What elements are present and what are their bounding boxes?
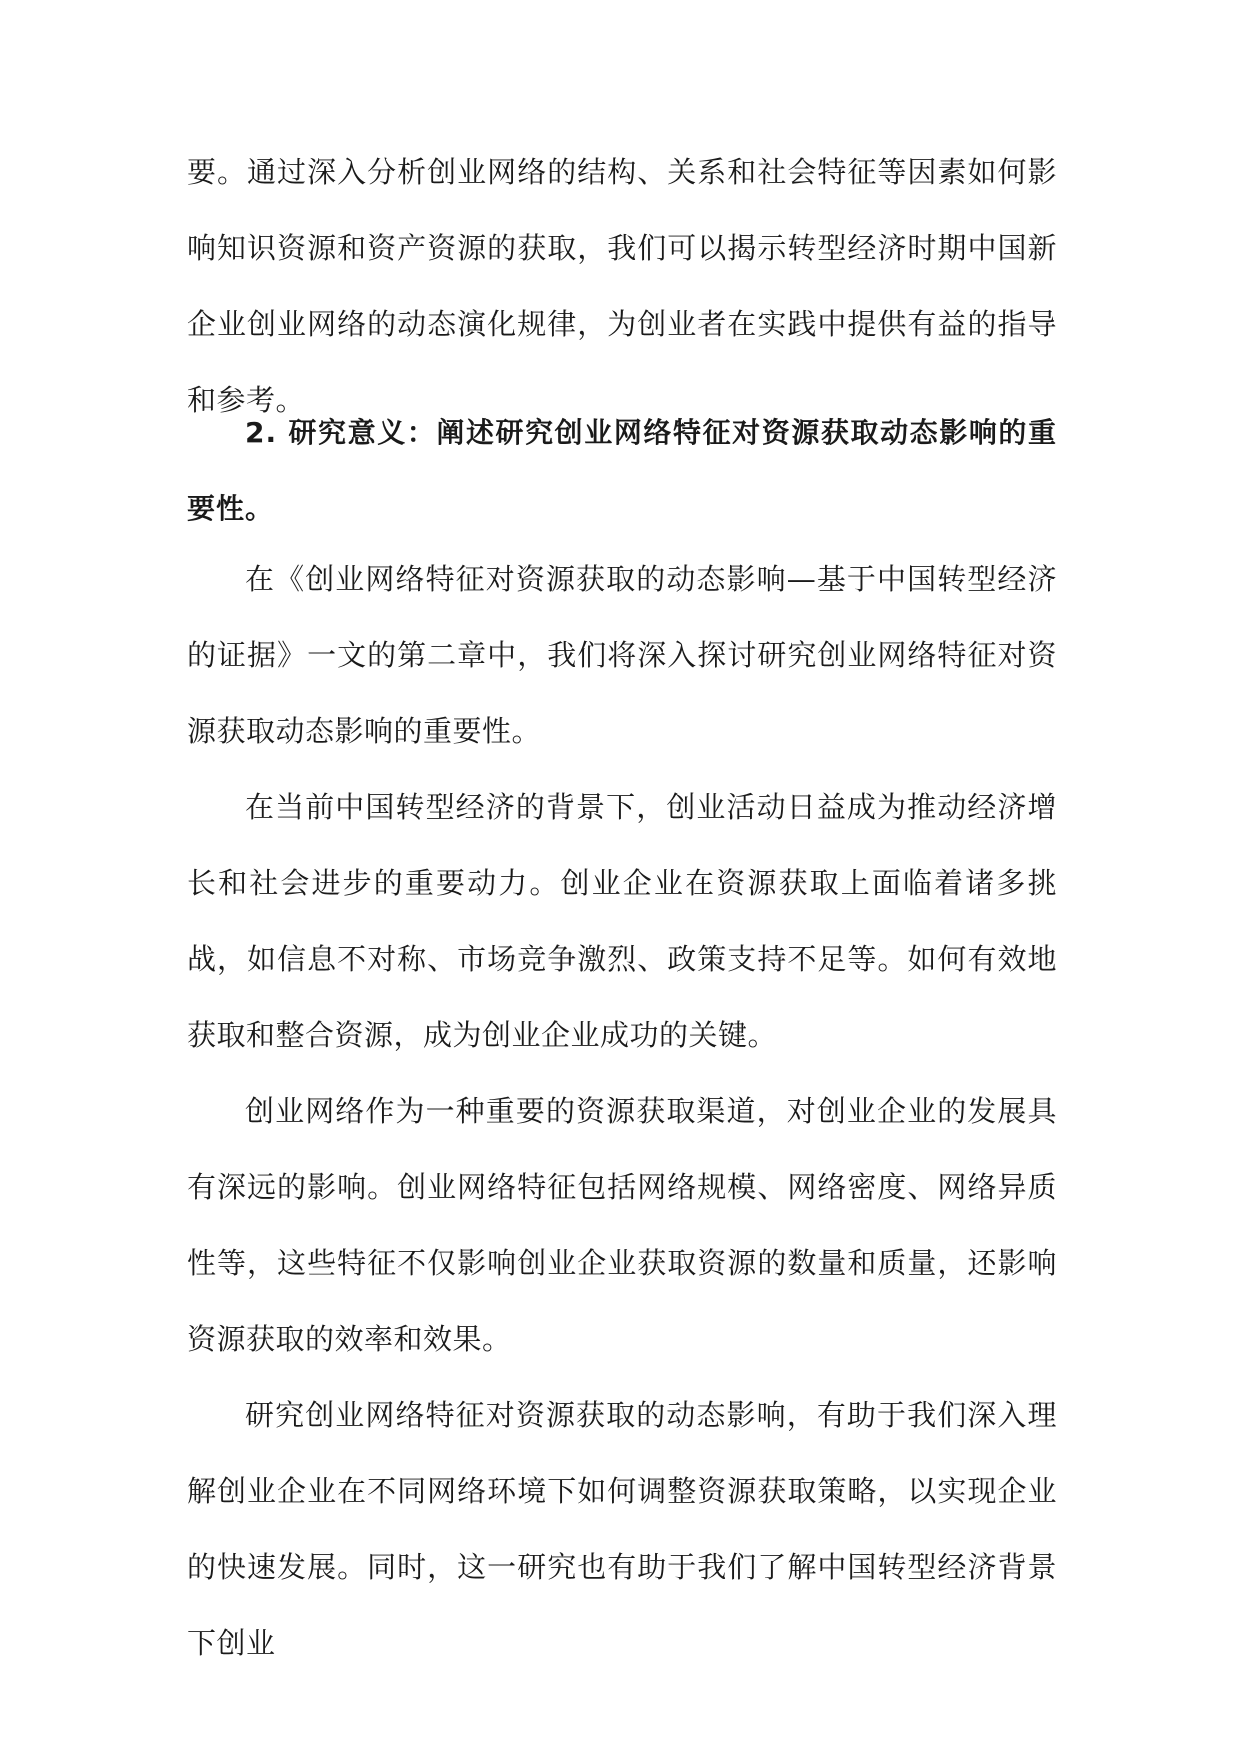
heading-block [187,395,1057,547]
body-paragraph-1: 在《创业网络特征对资源获取的动态影响—基于中国转型经济的证据》一文的第二章中，我们将深入探讨研究创业网络特征对资源获取动态影响的重要性。 [187,562,1057,748]
continuation-paragraph: 要。通过深入分析创业网络的结构、关系和社会特征等因素如何影响知识资源和资产资源的获取，我们可以揭示转型经济时期中国新企业创业网络的动态演化规律，为创业者在实践中提供有益的指导和参考。 [187,155,1057,417]
body-paragraph-3: 创业网络作为一种重要的资源获取渠道，对创业企业的发展具有深远的影响。创业网络特征包括网络规模、网络密度、网络异质性等，这些特征不仅影响创业企业获取资源的数量和质量，还影响资源获取的效率和效果。 [187,1094,1057,1356]
body-paragraph-4: 研究创业网络特征对资源获取的动态影响，有助于我们深入理解创业企业在不同网络环境下如何调整资源获取策略，以实现企业的快速发展。同时，这一研究也有助于我们了解中国转型经济背景下创业 [187,1398,1057,1660]
body-paragraph-2: 在当前中国转型经济的背景下，创业活动日益成为推动经济增长和社会进步的重要动力。创业企业在资源获取上面临着诸多挑战，如信息不对称、市场竞争激烈、政策支持不足等。如何有效地获取和整合资源，成为创业企业成功的关键。 [187,790,1057,1052]
section-heading: 2. 研究意义：阐述研究创业网络特征对资源获取动态影响的重要性。 [187,416,1057,525]
body-block [187,541,1057,1681]
continuation-block [187,134,1057,438]
